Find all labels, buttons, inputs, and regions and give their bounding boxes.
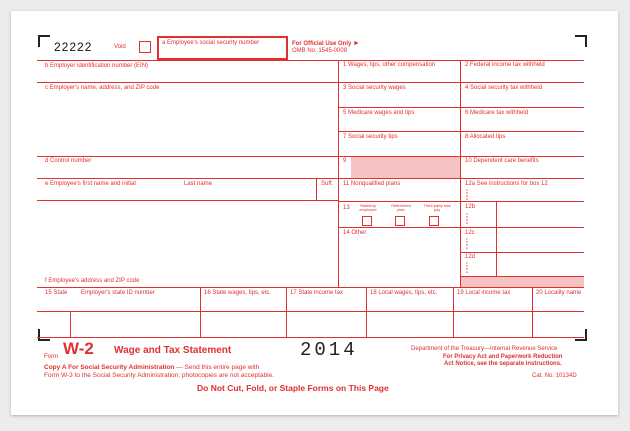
- grid-line: [316, 178, 317, 200]
- code-letter: O: [465, 264, 469, 268]
- box14-label: 14 Other: [343, 230, 367, 236]
- box6-label: 6 Medicare tax withheld: [465, 110, 529, 116]
- grid-line: [460, 178, 584, 179]
- grid-line: [460, 156, 584, 157]
- code-letter: O: [465, 191, 469, 195]
- box15-state-id-label: Employer's state ID number: [81, 290, 155, 296]
- void-label: Void: [114, 44, 126, 50]
- box12a-label: 12a See instructions for box 12: [465, 181, 548, 187]
- statutory-employee-checkbox[interactable]: [362, 216, 372, 226]
- box3-label: 3 Social security wages: [343, 85, 406, 91]
- box13-retirement-label: Retirement plan: [391, 203, 411, 212]
- box15-label: 15 State: [45, 290, 68, 296]
- grid-line: [37, 82, 338, 83]
- grid-line: [460, 252, 584, 253]
- grid-line: [200, 287, 201, 337]
- box9-shaded: [351, 157, 460, 178]
- box9-label: 9: [343, 158, 347, 164]
- box19-label: 19 Local income tax: [457, 290, 511, 296]
- code-letter: E: [465, 246, 468, 250]
- handling-warning: Do Not Cut, Fold, or Staple Forms on This Page: [197, 383, 389, 393]
- grid-line: [338, 201, 461, 202]
- box10-label: 10 Dependent care benefits: [465, 158, 539, 164]
- corner-mark: [575, 329, 587, 341]
- grid-line: [496, 201, 497, 277]
- code-letter: C: [465, 212, 469, 216]
- omb-number: OMB No. 1545-0008: [292, 48, 348, 54]
- box12a-code-letters: [464, 189, 470, 201]
- box11-label: 11 Nonqualified plans: [343, 181, 401, 187]
- box-f-label: f Employee's address and ZIP code: [45, 278, 140, 284]
- code-letter: C: [465, 237, 469, 241]
- box-c-label: c Employer's name, address, and ZIP code: [45, 85, 160, 91]
- box18-label: 18 Local wages, tips, etc.: [370, 290, 438, 296]
- box12d-shaded: [461, 277, 584, 287]
- grid-line: [460, 131, 584, 132]
- code-letter: E: [465, 197, 468, 201]
- box13-thirdparty-label: Third-party sick pay: [423, 203, 451, 212]
- form-number: W-2: [63, 339, 94, 358]
- official-use-text: For Official Use Only: [292, 41, 352, 47]
- retirement-plan-checkbox[interactable]: [395, 216, 405, 226]
- code-letter: C: [465, 261, 469, 265]
- copy-a-bold: Copy A For Social Security Administration: [44, 364, 175, 371]
- box20-label: 20 Locality name: [536, 290, 582, 296]
- treasury-department: Department of the Treasury—Internal Revenue Service: [411, 346, 558, 352]
- grid-line: [338, 227, 461, 228]
- grid-line: [366, 287, 367, 337]
- box13-statutory-label: Statutory employee: [359, 203, 377, 212]
- box13-label: 13: [343, 205, 350, 211]
- box12c-code-letters: [464, 238, 470, 250]
- code-letter: E: [465, 270, 468, 274]
- grid-line: [532, 287, 533, 337]
- box8-label: 8 Allocated tips: [465, 134, 506, 140]
- privacy-notice-line2: Act Notice, see the separate instructions.: [444, 361, 562, 367]
- privacy-notice-line1: For Privacy Act and Paperwork Reduction: [443, 354, 563, 360]
- grid-line: [338, 107, 461, 108]
- form-word: Form: [44, 354, 58, 360]
- box-b-label: b Employer identification number (EIN): [45, 63, 149, 69]
- box-e-last-name-label: Last name: [184, 181, 213, 187]
- box4-label: 4 Social security tax withheld: [465, 85, 543, 91]
- ssn-label: a Employee's social security number: [162, 40, 260, 46]
- grid-line: [338, 131, 461, 132]
- grid-line: [37, 178, 338, 179]
- corner-mark: [38, 329, 50, 341]
- copy-a-line2: Form W-3 to the Social Security Administration; photocopies are not acceptable.: [44, 372, 275, 379]
- grid-line: [37, 60, 584, 61]
- code-letter: D: [465, 194, 469, 198]
- grid-line: [37, 156, 338, 157]
- grid-line: [37, 287, 584, 288]
- form-code: 22222: [54, 40, 93, 54]
- code-letter: O: [465, 240, 469, 244]
- box16-label: 16 State wages, tips, etc.: [204, 290, 272, 296]
- grid-line: [37, 337, 584, 338]
- code-letter: E: [465, 221, 468, 225]
- official-use-label: [292, 40, 360, 48]
- copy-a-line1: [44, 364, 259, 371]
- box12b-code-letters: [464, 213, 470, 225]
- code-letter: D: [465, 243, 469, 247]
- grid-line: [460, 107, 584, 108]
- corner-mark: [38, 35, 50, 47]
- w2-form-page: [11, 11, 618, 415]
- box12b-label: 12b: [465, 204, 476, 210]
- box-d-label: d Control number: [45, 158, 92, 164]
- form-title: Wage and Tax Statement: [114, 345, 232, 356]
- grid-line: [286, 287, 287, 337]
- grid-line: [37, 311, 584, 312]
- grid-line: [460, 201, 584, 202]
- code-letter: O: [465, 215, 469, 219]
- box5-label: 5 Medicare wages and tips: [343, 110, 415, 116]
- third-party-sick-pay-checkbox[interactable]: [429, 216, 439, 226]
- box12d-code-letters: [464, 262, 470, 274]
- grid-line: [338, 60, 339, 287]
- grid-line: [37, 200, 338, 201]
- code-letter: D: [465, 218, 469, 222]
- grid-line: [460, 82, 584, 83]
- grid-line: [453, 287, 454, 337]
- box12d-label: 12d: [465, 254, 476, 260]
- void-checkbox[interactable]: [139, 41, 151, 53]
- grid-line: [338, 82, 461, 83]
- official-use-arrow: ►: [353, 40, 360, 47]
- box-e-label: e Employee's first name and initial: [45, 181, 136, 187]
- grid-line: [460, 227, 584, 228]
- code-letter: D: [465, 267, 469, 271]
- grid-line: [338, 178, 461, 179]
- tax-year: 2014: [300, 339, 358, 361]
- box2-label: 2 Federal income tax withheld: [465, 62, 545, 68]
- code-letter: C: [465, 188, 469, 192]
- box1-label: 1 Wages, tips, other compensation: [343, 62, 436, 68]
- box-e-suffix-label: Suff.: [321, 181, 334, 187]
- ssn-field[interactable]: [157, 36, 288, 60]
- box12c-label: 12c: [465, 230, 475, 236]
- corner-mark: [575, 35, 587, 47]
- box17-label: 17 State income tax: [290, 290, 344, 296]
- grid-line: [70, 311, 71, 337]
- copy-a-rest: — Send this entire page with: [174, 364, 260, 371]
- box7-label: 7 Social security tips: [343, 134, 398, 140]
- catalog-number: Cat. No. 10134D: [532, 373, 577, 379]
